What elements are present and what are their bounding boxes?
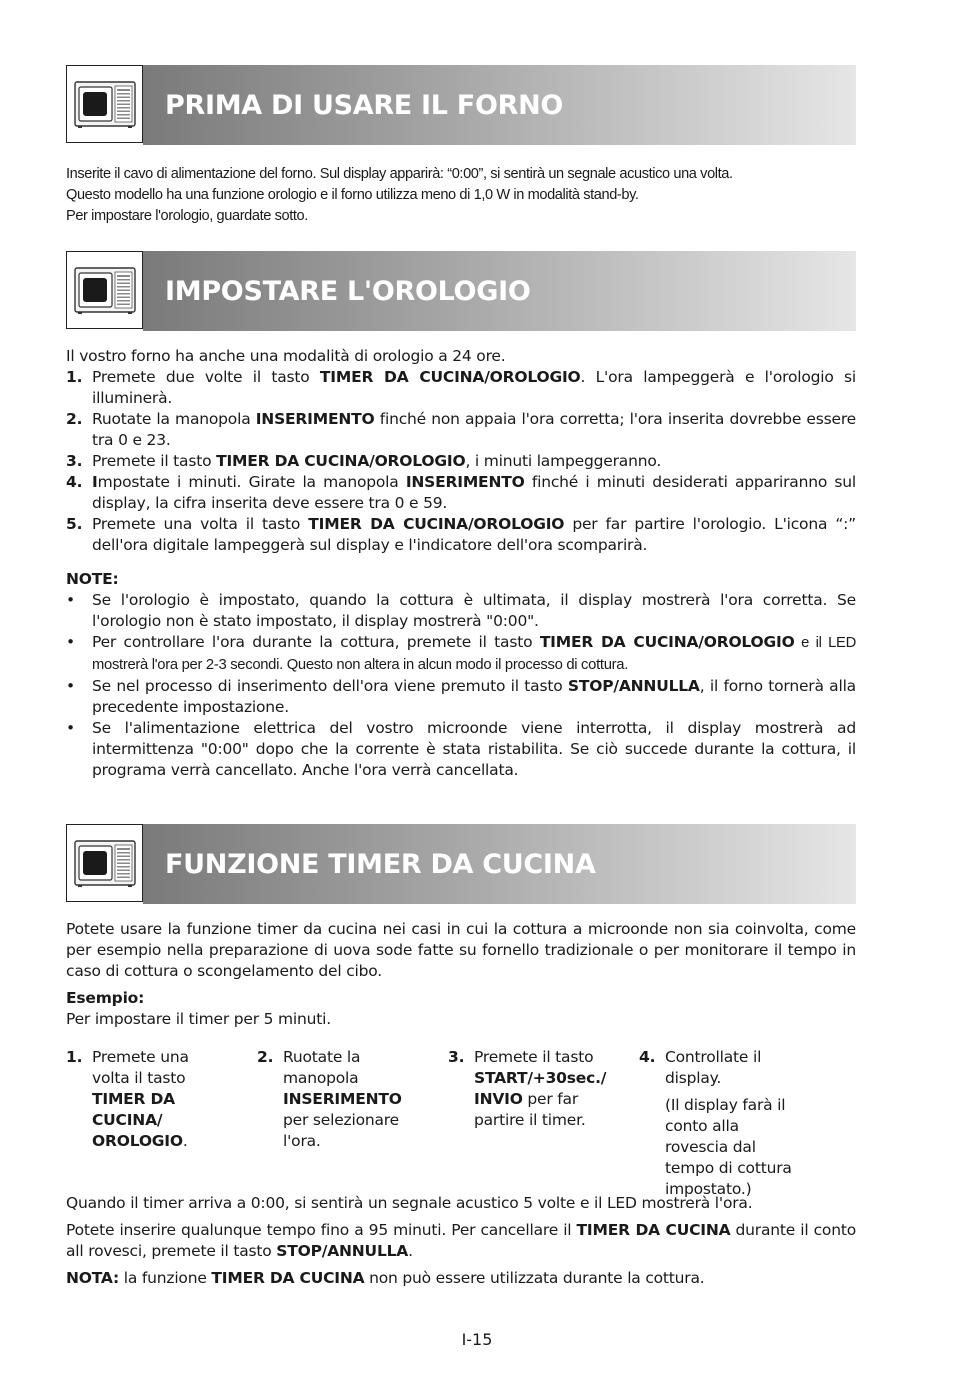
- step-text: Premete due volte il tasto: [92, 368, 320, 386]
- timer-step: [257, 1047, 422, 1152]
- note-text: Per controllare l'ora durante la cottura, premete il tasto: [92, 633, 540, 651]
- step-number: 2.: [66, 410, 83, 428]
- text-span: la funzione: [119, 1269, 212, 1287]
- step-lead: I: [92, 473, 98, 491]
- text-span: durante il conto all rovesci, premete il tasto: [66, 1221, 856, 1260]
- section-title: IMPOSTARE L'OROLOGIO: [165, 275, 531, 307]
- key-span: STOP/ANNULLA: [276, 1242, 409, 1260]
- step-key: TIMER DA CUCINA/OROLOGIO: [216, 452, 466, 470]
- section-icon-box: [66, 251, 143, 329]
- step-number: 3.: [66, 452, 83, 470]
- microwave-oven-icon: [74, 264, 136, 316]
- step-text: finché i minuti desiderati appariranno sul display, la cifra inserita deve essere tra 0 e 59.: [92, 473, 856, 512]
- step-number: 1.: [66, 1048, 83, 1066]
- section-header-bar: [143, 824, 856, 904]
- step-text: Premete una volta il tasto: [92, 1048, 189, 1087]
- list-item: [66, 514, 856, 556]
- page-number: I-15: [461, 1330, 493, 1349]
- section-header-orologio: [66, 251, 856, 331]
- timer-intro: Potete usare la funzione timer da cucina nei casi in cui la cottura a microonde non sia coinvolta, come per esempio nella preparazione di uova sode fatte su fornello tradizionale o per monitorare il tempo in caso di cottura o scongelamento del cibo.: [66, 920, 856, 980]
- bullet: •: [66, 591, 75, 609]
- section-icon-box: [66, 65, 143, 143]
- example-heading: Esempio:: [66, 989, 145, 1007]
- step-key: INSERIMENTO: [255, 410, 375, 428]
- section-title: FUNZIONE TIMER DA CUCINA: [165, 848, 596, 880]
- step-text: .: [182, 1132, 188, 1150]
- section-title: PRIMA DI USARE IL FORNO: [165, 89, 564, 121]
- key-span: TIMER DA CUCINA: [576, 1221, 731, 1239]
- orologio-steps: [66, 367, 856, 556]
- step-text: finché non appaia l'ora corretta; l'ora inserita dovrebbe essere tra 0 e 23.: [92, 410, 856, 449]
- prima-text: [66, 164, 856, 227]
- note-text: , il forno tornerà alla precedente impostazione.: [92, 677, 856, 716]
- text-span: .: [408, 1242, 413, 1260]
- microwave-oven-icon: [74, 78, 136, 130]
- list-item: [66, 590, 856, 632]
- step-number: 4.: [66, 473, 83, 491]
- step-text: per far partire il timer.: [474, 1090, 586, 1129]
- note-text: e il LED mostrerà l'ora per 2-3 secondi. Questo non altera in alcun modo il processo di cottura.: [92, 635, 856, 673]
- step-key: TIMER DA CUCINA/OROLOGIO: [308, 515, 565, 533]
- prima-line: Questo modello ha una funzione orologio e il forno utilizza meno di 1,0 W in modalità stand-by.: [66, 187, 639, 203]
- section-header-bar: [143, 65, 856, 145]
- step-key: INSERIMENTO: [405, 473, 525, 491]
- note-text: Se nel processo di inserimento dell'ora viene premuto il tasto: [92, 677, 568, 695]
- list-item: [66, 632, 856, 676]
- prima-line: Inserite il cavo di alimentazione del forno. Sul display apparirà: “0:00”, si sentirà un segnale acustico una volta.: [66, 166, 733, 182]
- notes-heading: NOTE:: [66, 570, 119, 588]
- list-item: [66, 718, 856, 781]
- timer-content: [66, 919, 856, 1030]
- step-text: , i minuti lampeggeranno.: [465, 452, 662, 470]
- bullet: •: [66, 677, 75, 695]
- timer-after: [66, 1193, 856, 1289]
- timer-after-text: [66, 1220, 856, 1262]
- prima-line: Per impostare l'orologio, guardate sotto.: [66, 208, 308, 224]
- step-number: 5.: [66, 515, 83, 533]
- key-span: TIMER DA CUCINA: [211, 1269, 365, 1287]
- list-item: [66, 409, 856, 451]
- note-text: Se l'alimentazione elettrica del vostro microonde viene interrotta, il display mostrerà ad intermittenza "0:00" dopo che la corrente è stata ristabilita. Se ciò succede durante la cottura, il programa verrà cancellato. Anche l'ora verrà cancellata.: [92, 719, 856, 779]
- step-text: . L'ora lampeggerà e l'orologio si illuminerà.: [92, 368, 856, 407]
- timer-step: [639, 1047, 804, 1200]
- section-icon-box: [66, 824, 143, 902]
- nota-line: [66, 1268, 856, 1289]
- step-text: per selezionare l'ora.: [283, 1111, 399, 1150]
- list-item: [66, 676, 856, 718]
- notes-list: [66, 590, 856, 781]
- step-key: START/+30sec./ INVIO: [474, 1069, 607, 1108]
- list-item: [66, 367, 856, 409]
- microwave-oven-icon: [74, 837, 136, 889]
- step-key: INSERIMENTO: [283, 1090, 402, 1108]
- bullet: •: [66, 633, 75, 651]
- timer-step: [448, 1047, 613, 1131]
- list-item: [66, 451, 856, 472]
- nota-label: NOTA:: [66, 1269, 120, 1287]
- bullet: •: [66, 719, 75, 737]
- step-text: mpostate i minuti. Girate la manopola: [97, 473, 406, 491]
- note-key: TIMER DA CUCINA/OROLOGIO: [539, 633, 795, 651]
- step-number: 2.: [257, 1048, 274, 1066]
- step-text: per far partire l'orologio. L'icona “:” dell'ora digitale lampeggerà sul display e l'indicatore dell'ora scomparirà.: [92, 515, 856, 554]
- timer-after-text: Quando il timer arriva a 0:00, si sentirà un segnale acustico 5 volte e il LED mostrerà l'ora.: [66, 1194, 753, 1212]
- step-number: 1.: [66, 368, 83, 386]
- text-span: non può essere utilizzata durante la cottura.: [364, 1269, 705, 1287]
- note-text: Se l'orologio è impostato, quando la cottura è ultimata, il display mostrerà l'ora corretta. Se l'orologio non è stato impostato, il display mostrerà "0:00".: [92, 591, 856, 630]
- step-text: Ruotate la manopola: [92, 410, 256, 428]
- step-text: (Il display farà il conto alla rovescia dal tempo di cottura impostato.): [665, 1096, 792, 1198]
- step-text: Ruotate la manopola: [283, 1048, 361, 1087]
- timer-step: [66, 1047, 231, 1152]
- example-text: Per impostare il timer per 5 minuti.: [66, 1010, 331, 1028]
- step-key: TIMER DA CUCINA/ OROLOGIO: [92, 1090, 183, 1150]
- step-text: Premete il tasto: [474, 1048, 594, 1066]
- note-key: STOP/ANNULLA: [567, 677, 700, 695]
- step-number: 4.: [639, 1048, 656, 1066]
- section-header-prima: [66, 65, 856, 145]
- orologio-intro: Il vostro forno ha anche una modalità di orologio a 24 ore.: [66, 347, 506, 365]
- step-text: Controllate il display.: [665, 1048, 762, 1087]
- text-span: Potete inserire qualunque tempo fino a 95 minuti. Per cancellare il: [66, 1221, 577, 1239]
- orologio-content: [66, 346, 856, 781]
- section-header-bar: [143, 251, 856, 331]
- step-text: Premete una volta il tasto: [92, 515, 309, 533]
- step-text: Premete il tasto: [92, 452, 217, 470]
- step-number: 3.: [448, 1048, 465, 1066]
- section-header-timer: [66, 824, 856, 904]
- list-item: [66, 472, 856, 514]
- step-key: TIMER DA CUCINA/OROLOGIO: [319, 368, 581, 386]
